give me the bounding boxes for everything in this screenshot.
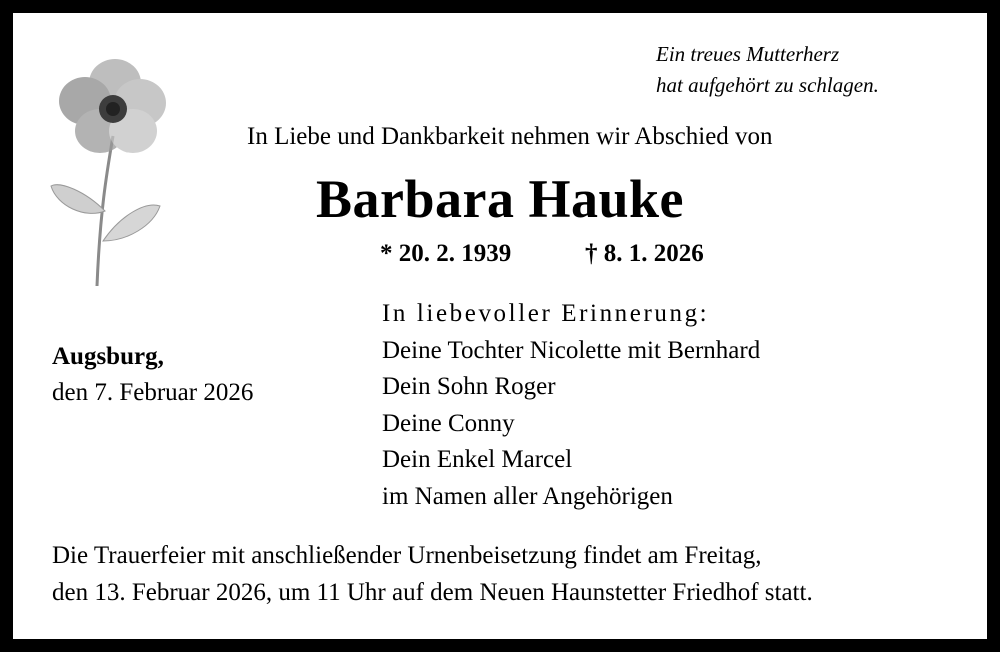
family-member: Dein Sohn Roger (382, 373, 556, 400)
place-city: Augsburg, (52, 343, 164, 370)
place-and-date (52, 339, 253, 411)
family-member: Deine Tochter Nicolette mit Bernhard (382, 336, 761, 364)
service-line-1: Die Trauerfeier mit anschließender Urnenbeisetzung findet am Freitag, (52, 542, 762, 569)
death-date: † 8. 1. 2026 (585, 240, 704, 267)
deceased-name: Barbara Hauke (315, 169, 685, 229)
family-member: Deine Conny (382, 409, 515, 437)
service-line-2: den 13. Februar 2026, um 11 Uhr auf dem Neuen Haunstetter Friedhof statt. (52, 578, 813, 606)
family-list (382, 296, 760, 515)
farewell-intro: In Liebe und Dankbarkeit nehmen wir Abschied von (247, 123, 773, 150)
place-date: den 7. Februar 2026 (52, 379, 254, 406)
flower-icon (45, 41, 175, 286)
family-member: im Namen aller Angehörigen (382, 482, 673, 510)
poem-line-2: hat aufgehört zu schlagen. (656, 73, 879, 97)
funeral-service-info (52, 538, 813, 611)
poem-line-1: Ein treues Mutterherz (656, 42, 840, 66)
family-member: Dein Enkel Marcel (382, 446, 573, 473)
poem (656, 39, 879, 101)
family-heading: In liebevoller Erinnerung: (382, 300, 710, 327)
obituary-notice (13, 13, 987, 639)
birth-date: * 20. 2. 1939 (380, 240, 512, 267)
